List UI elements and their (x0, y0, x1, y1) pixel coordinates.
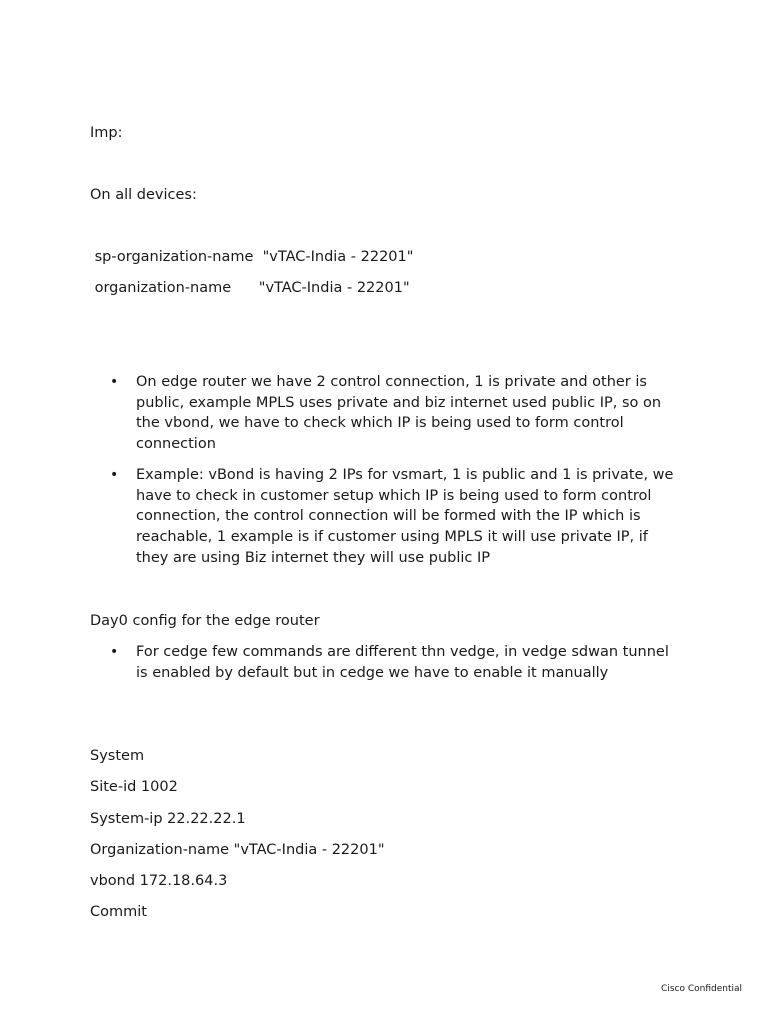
note-text: Example: vBond is having 2 IPs for vsmart, 1 is public and 1 is private, we have to check in customer setup which IP is being used to form control connection, the control connection will be formed with the IP which is reachable, 1 example is if customer using MPLS it will use private IP, if they are using Biz internet they will use public IP (136, 466, 674, 566)
list-item (110, 465, 680, 569)
config-commit: Commit (90, 904, 147, 920)
imp-label: Imp: (90, 125, 123, 141)
config-vbond: vbond 172.18.64.3 (90, 873, 228, 889)
bullet-icon: • (110, 644, 119, 660)
note-text: On edge router we have 2 control connection, 1 is private and other is public, example MPLS uses private and biz internet used public IP, so on the vbond, we have to check which IP is being used to form control connection (136, 374, 662, 453)
config-site-id: Site-id 1002 (90, 779, 178, 795)
sp-organization-name-line: sp-organization-name "vTAC-India - 22201" (90, 249, 414, 265)
organization-name-line: organization-name "vTAC-India - 22201" (90, 280, 410, 296)
config-system-ip: System-ip 22.22.22.1 (90, 811, 246, 827)
confidential-footer: Cisco Confidential (661, 984, 742, 994)
day0-note-text: For cedge few commands are different thn vedge, in vedge sdwan tunnel is enabled by default but in cedge we have to enable it manually (136, 644, 669, 681)
list-item (110, 642, 680, 683)
config-system: System (90, 748, 145, 764)
all-devices-label: On all devices: (90, 187, 197, 203)
config-organization-name: Organization-name "vTAC-India - 22201" (90, 842, 385, 858)
bullet-icon: • (110, 374, 119, 390)
bullet-icon: • (110, 466, 119, 483)
notes-list (110, 372, 680, 568)
day0-list (110, 642, 680, 683)
list-item (110, 372, 680, 455)
day0-heading: Day0 config for the edge router (90, 613, 320, 629)
